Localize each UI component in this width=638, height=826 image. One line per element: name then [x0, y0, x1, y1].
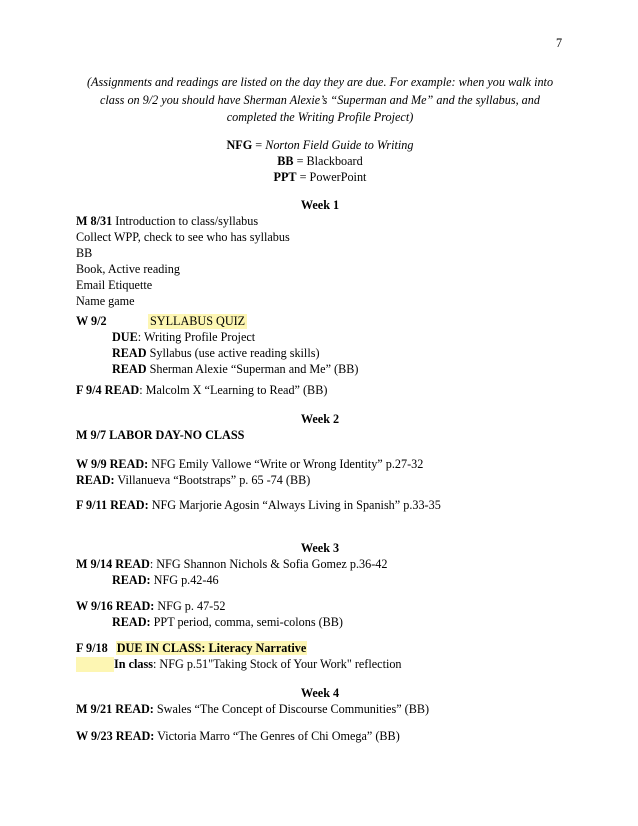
- entry-text: : NFG Shannon Nichols & Sofia Gomez p.36-42: [149, 557, 388, 571]
- entry-f-9-18: [76, 641, 307, 656]
- entry-w-9-16: [76, 599, 225, 614]
- legend-ppt-full: PowerPoint: [309, 170, 367, 184]
- highlight-indent: [76, 657, 114, 672]
- entry-w-9-2-read-1: [112, 346, 320, 361]
- week-1-heading: Week 1: [300, 198, 340, 212]
- intro-line-1: (Assignments and readings are listed on the day they are due. For example: when you walk into: [86, 75, 554, 89]
- entry-w-9-9-line-2: [76, 473, 310, 488]
- entry-text: PPT period, comma, semi-colons (BB): [150, 615, 343, 629]
- entry-day: F 9/18: [76, 641, 108, 655]
- entry-f-9-4: [76, 383, 327, 398]
- entry-day: M 8/31: [76, 214, 113, 228]
- entry-m-9-14: [76, 557, 387, 572]
- entry-w-9-2-read-2: [112, 362, 358, 377]
- entry-line: Book, Active reading: [76, 262, 180, 276]
- entry-text: Syllabus (use active reading skills): [146, 346, 320, 360]
- legend-bb-eq: =: [293, 154, 307, 168]
- entry-f-9-11: [76, 498, 441, 513]
- literacy-narrative-highlight: DUE IN CLASS: Literacy Narrative: [116, 641, 307, 655]
- entry-text: Introduction to class/syllabus: [112, 214, 259, 228]
- entry-text: : Malcolm X “Learning to Read” (BB): [139, 383, 328, 397]
- entry-label: READ:: [112, 615, 151, 629]
- entry-day: W 9/23 READ:: [76, 729, 155, 743]
- entry-line: Collect WPP, check to see who has syllabus: [76, 230, 290, 244]
- entry-day: F 9/11 READ:: [76, 498, 149, 512]
- syllabus-quiz-highlight: SYLLABUS QUIZ: [150, 314, 246, 328]
- intro-line-2: class on 9/2 you should have Sherman Alexie’s “Superman and Me” and the syllabus, and: [100, 93, 540, 107]
- entry-day: W 9/9 READ:: [76, 457, 149, 471]
- week-3-heading: Week 3: [300, 541, 340, 555]
- entry-w-9-2-due: [112, 330, 255, 345]
- legend-ppt-abbr: PPT: [273, 170, 297, 184]
- entry-day: M 9/14 READ: [76, 557, 150, 571]
- entry-day: M 9/21 READ:: [76, 702, 154, 716]
- entry-w-9-16-line-2: [112, 615, 343, 630]
- entry-text: Victoria Marro “The Genres of Chi Omega” (BB): [154, 729, 400, 743]
- entry-text: : Writing Profile Project: [137, 330, 256, 344]
- entry-day: W 9/16 READ:: [76, 599, 155, 613]
- entry-label: READ: [112, 346, 147, 360]
- entry-w-9-2-day: W 9/2: [76, 314, 107, 328]
- page-number: 7: [556, 36, 563, 50]
- entry-label: DUE: [112, 330, 138, 344]
- entry-text: Swales “The Concept of Discourse Communities” (BB): [153, 702, 430, 716]
- legend-ppt-eq: =: [296, 170, 310, 184]
- entry-label: In class: [114, 657, 153, 671]
- entry-line: Name game: [76, 294, 135, 308]
- entry-w-9-23: [76, 729, 400, 744]
- entry-label: READ: [112, 362, 147, 376]
- week-2-heading: Week 2: [300, 412, 340, 426]
- entry-text: NFG Marjorie Agosin “Always Living in Spanish” p.33-35: [148, 498, 441, 512]
- entry-text: Sherman Alexie “Superman and Me” (BB): [146, 362, 359, 376]
- entry-text: Villanueva “Bootstraps” p. 65 -74 (BB): [114, 473, 311, 487]
- entry-text: NFG Emily Vallowe “Write or Wrong Identity” p.27-32: [148, 457, 424, 471]
- entry-line: BB: [76, 246, 93, 260]
- entry-text: NFG p. 47-52: [154, 599, 226, 613]
- entry-m-9-7: M 9/7 LABOR DAY-NO CLASS: [76, 428, 245, 442]
- legend-bb-full: Blackboard: [306, 154, 363, 168]
- legend-nfg-abbr: NFG: [226, 138, 253, 152]
- entry-text: NFG p.42-46: [150, 573, 219, 587]
- entry-line: Email Etiquette: [76, 278, 153, 292]
- entry-m-8-31: [76, 214, 258, 229]
- intro-line-3: completed the Writing Profile Project): [226, 110, 414, 124]
- legend-nfg-eq: =: [252, 138, 266, 152]
- entry-label: READ:: [76, 473, 115, 487]
- entry-text: : NFG p.51"Taking Stock of Your Work" reflection: [152, 657, 402, 671]
- legend-nfg: [76, 138, 564, 153]
- week-4-heading: Week 4: [300, 686, 340, 700]
- entry-label: READ:: [112, 573, 151, 587]
- legend-nfg-full: Norton Field Guide to Writing: [265, 138, 414, 152]
- entry-f-9-18-line-2: [76, 657, 402, 672]
- legend-bb: [76, 154, 564, 169]
- entry-w-9-9: [76, 457, 423, 472]
- entry-m-9-21: [76, 702, 429, 717]
- entry-m-9-14-line-2: [112, 573, 219, 588]
- entry-day: F 9/4 READ: [76, 383, 140, 397]
- legend-ppt: [76, 170, 564, 185]
- legend-bb-abbr: BB: [277, 154, 294, 168]
